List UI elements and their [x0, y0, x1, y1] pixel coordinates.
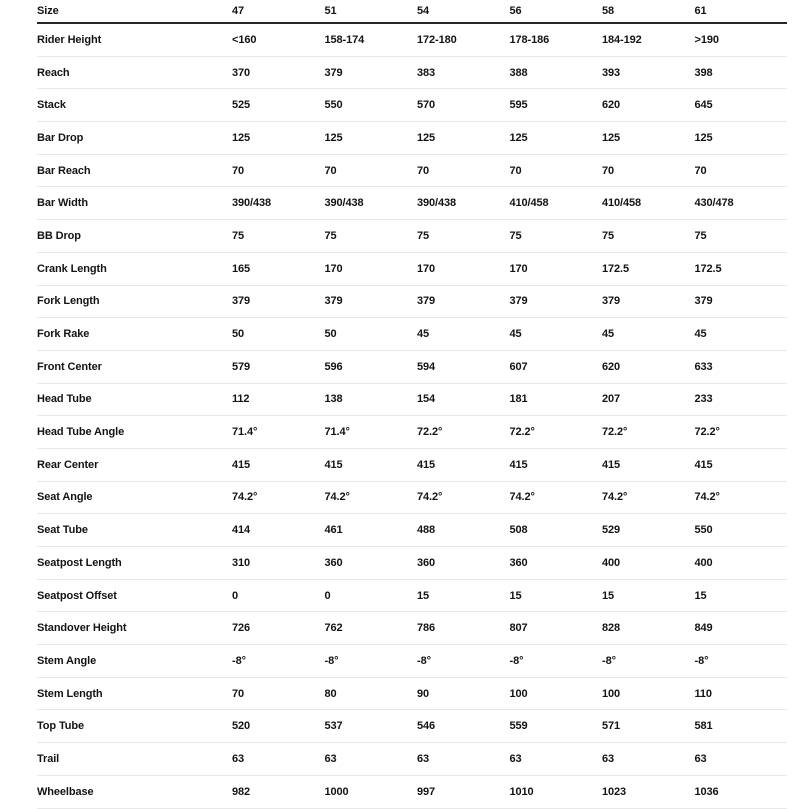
cell-value: 388 — [509, 66, 528, 79]
cell-value: 645 — [694, 99, 713, 112]
cell-value: 63 — [509, 752, 522, 765]
cell-value: -8° — [232, 654, 246, 667]
table-row — [37, 286, 787, 319]
cell-value: 360 — [509, 556, 528, 569]
row-label: Reach — [37, 66, 70, 79]
table-row — [37, 122, 787, 155]
row-label: Rider Height — [37, 33, 102, 46]
cell-value: 178-186 — [509, 33, 550, 46]
table-row — [37, 24, 787, 57]
cell-value: 74.2° — [509, 491, 535, 504]
cell-value: 125 — [509, 131, 528, 144]
table-row — [37, 220, 787, 253]
table-row — [37, 678, 787, 711]
cell-value: 410/458 — [509, 197, 549, 210]
cell-value: 63 — [324, 752, 337, 765]
cell-value: 70 — [417, 164, 430, 177]
cell-value: 75 — [602, 229, 615, 242]
cell-value: 414 — [232, 524, 251, 537]
table-row — [37, 155, 787, 188]
cell-value: 158-174 — [324, 33, 365, 46]
cell-value: -8° — [417, 654, 431, 667]
row-label: Stem Angle — [37, 654, 97, 667]
cell-value: 125 — [602, 131, 621, 144]
cell-value: 110 — [694, 687, 712, 700]
cell-value: 74.2° — [232, 491, 258, 504]
cell-value: 75 — [509, 229, 522, 242]
row-label: Stack — [37, 99, 66, 112]
cell-value: 72.2° — [417, 426, 443, 439]
cell-value: 379 — [417, 295, 436, 308]
cell-value: 74.2° — [602, 491, 628, 504]
row-label: Standover Height — [37, 622, 127, 635]
cell-value: 786 — [417, 622, 436, 635]
cell-value: 1023 — [602, 785, 627, 798]
cell-value: 90 — [417, 687, 430, 700]
column-header: 56 — [509, 5, 522, 17]
cell-value: 71.4° — [324, 426, 350, 439]
table-row — [37, 547, 787, 580]
row-label: Trail — [37, 752, 60, 765]
cell-value: 170 — [417, 262, 436, 275]
cell-value: 184-192 — [602, 33, 642, 46]
cell-value: 400 — [694, 556, 713, 569]
cell-value: 982 — [232, 785, 251, 798]
cell-value: 71.4° — [232, 426, 258, 439]
cell-value: 620 — [602, 99, 621, 112]
cell-value: 379 — [324, 295, 343, 308]
cell-value: 63 — [602, 752, 615, 765]
cell-value: 72.2° — [602, 426, 628, 439]
cell-value: 620 — [602, 360, 621, 373]
cell-value: 112 — [232, 393, 250, 406]
table-row — [37, 89, 787, 122]
cell-value: 45 — [602, 328, 615, 341]
cell-value: 607 — [509, 360, 528, 373]
cell-value: 571 — [602, 720, 621, 733]
row-label: Crank Length — [37, 262, 107, 275]
cell-value: 1036 — [694, 785, 719, 798]
cell-value: 125 — [232, 131, 251, 144]
cell-value: 488 — [417, 524, 436, 537]
cell-value: 390/438 — [324, 197, 364, 210]
cell-value: 726 — [232, 622, 251, 635]
cell-value: 594 — [417, 360, 436, 373]
cell-value: 559 — [509, 720, 528, 733]
column-header: 54 — [417, 5, 430, 17]
table-row — [37, 187, 787, 220]
cell-value: 45 — [417, 328, 430, 341]
cell-value: 581 — [694, 720, 713, 733]
cell-value: 379 — [232, 295, 251, 308]
row-label: Fork Rake — [37, 328, 90, 341]
cell-value: 172-180 — [417, 33, 457, 46]
cell-value: 390/438 — [232, 197, 272, 210]
cell-value: 72.2° — [694, 426, 720, 439]
cell-value: 520 — [232, 720, 251, 733]
row-label: Head Tube — [37, 393, 92, 406]
cell-value: 310 — [232, 556, 251, 569]
cell-value: 70 — [602, 164, 615, 177]
cell-value: 762 — [324, 622, 343, 635]
cell-value: 172.5 — [694, 262, 722, 275]
cell-value: 370 — [232, 66, 251, 79]
cell-value: 70 — [232, 164, 245, 177]
cell-value: 75 — [694, 229, 707, 242]
cell-value: 63 — [694, 752, 707, 765]
table-row — [37, 318, 787, 351]
row-label: Stem Length — [37, 687, 103, 700]
cell-value: 525 — [232, 99, 251, 112]
cell-value: 125 — [694, 131, 713, 144]
cell-value: 233 — [694, 393, 713, 406]
row-label: Seat Angle — [37, 491, 93, 504]
row-label: Bar Reach — [37, 164, 91, 177]
cell-value: 70 — [694, 164, 707, 177]
cell-value: 170 — [509, 262, 528, 275]
row-label: Fork Length — [37, 295, 100, 308]
cell-value: 75 — [417, 229, 430, 242]
cell-value: 415 — [509, 458, 528, 471]
cell-value: 379 — [509, 295, 528, 308]
cell-value: 80 — [324, 687, 337, 700]
cell-value: 50 — [232, 328, 245, 341]
cell-value: <160 — [232, 33, 257, 46]
row-label: Seatpost Offset — [37, 589, 117, 602]
cell-value: 415 — [602, 458, 621, 471]
cell-value: 181 — [509, 393, 528, 406]
table-row — [37, 645, 787, 678]
cell-value: 15 — [694, 589, 707, 602]
cell-value: 379 — [694, 295, 713, 308]
table-row — [37, 612, 787, 645]
cell-value: 415 — [324, 458, 343, 471]
cell-value: 379 — [602, 295, 621, 308]
cell-value: 508 — [509, 524, 528, 537]
cell-value: 997 — [417, 785, 436, 798]
cell-value: 45 — [694, 328, 707, 341]
cell-value: 100 — [602, 687, 621, 700]
cell-value: 50 — [324, 328, 337, 341]
column-header: 51 — [324, 5, 337, 17]
cell-value: 75 — [324, 229, 337, 242]
row-label: Top Tube — [37, 720, 85, 733]
cell-value: -8° — [509, 654, 524, 667]
cell-value: 170 — [324, 262, 343, 275]
cell-value: 154 — [417, 393, 436, 406]
size-column-header: Size — [37, 5, 59, 17]
cell-value: 633 — [694, 360, 713, 373]
cell-value: 579 — [232, 360, 251, 373]
column-header: 58 — [602, 5, 615, 17]
cell-value: 15 — [602, 589, 615, 602]
table-row — [37, 743, 787, 776]
table-row — [37, 253, 787, 286]
row-label: Rear Center — [37, 458, 99, 471]
column-header: 61 — [694, 5, 707, 17]
cell-value: 138 — [324, 393, 343, 406]
row-label: Wheelbase — [37, 785, 94, 798]
cell-value: 74.2° — [694, 491, 720, 504]
cell-value: 70 — [232, 687, 245, 700]
cell-value: 74.2° — [324, 491, 350, 504]
cell-value: 360 — [417, 556, 436, 569]
cell-value: 415 — [417, 458, 436, 471]
cell-value: 207 — [602, 393, 621, 406]
row-label: Seat Tube — [37, 524, 88, 537]
row-label: Bar Drop — [37, 131, 84, 144]
cell-value: 398 — [694, 66, 713, 79]
row-label: Bar Width — [37, 197, 88, 210]
row-label: BB Drop — [37, 229, 81, 242]
table-row — [37, 580, 787, 613]
cell-value: 1010 — [509, 785, 534, 798]
cell-value: 849 — [694, 622, 713, 635]
cell-value: 74.2° — [417, 491, 443, 504]
cell-value: 100 — [509, 687, 528, 700]
cell-value: 430/478 — [694, 197, 734, 210]
row-label: Seatpost Length — [37, 556, 122, 569]
row-label: Front Center — [37, 360, 102, 373]
cell-value: 0 — [232, 589, 239, 602]
table-row — [37, 57, 787, 90]
cell-value: 15 — [417, 589, 430, 602]
cell-value: 390/438 — [417, 197, 457, 210]
table-row — [37, 351, 787, 384]
cell-value: 1000 — [324, 785, 349, 798]
row-label: Head Tube Angle — [37, 426, 125, 439]
cell-value: 70 — [509, 164, 522, 177]
cell-value: 165 — [232, 262, 251, 275]
cell-value: 410/458 — [602, 197, 642, 210]
table-row — [37, 482, 787, 515]
cell-value: 529 — [602, 524, 621, 537]
cell-value: 595 — [509, 99, 528, 112]
cell-value: 63 — [232, 752, 245, 765]
cell-value: -8° — [694, 654, 709, 667]
cell-value: 550 — [324, 99, 343, 112]
cell-value: 45 — [509, 328, 522, 341]
cell-value: -8° — [602, 654, 616, 667]
cell-value: 15 — [509, 589, 522, 602]
cell-value: 807 — [509, 622, 528, 635]
cell-value: 400 — [602, 556, 621, 569]
cell-value: 63 — [417, 752, 430, 765]
cell-value: 70 — [324, 164, 337, 177]
cell-value: 379 — [324, 66, 343, 79]
table-row — [37, 776, 787, 809]
cell-value: 125 — [417, 131, 436, 144]
cell-value: 570 — [417, 99, 436, 112]
table-header-row — [37, 0, 787, 24]
cell-value: 550 — [694, 524, 713, 537]
cell-value: 0 — [324, 589, 331, 602]
cell-value: 415 — [232, 458, 251, 471]
cell-value: >190 — [694, 33, 719, 46]
cell-value: 596 — [324, 360, 343, 373]
cell-value: 461 — [324, 524, 343, 537]
cell-value: 75 — [232, 229, 245, 242]
column-header: 47 — [232, 5, 245, 17]
cell-value: 415 — [694, 458, 713, 471]
cell-value: 537 — [324, 720, 343, 733]
table-row — [37, 514, 787, 547]
table-row — [37, 384, 787, 417]
table-row — [37, 416, 787, 449]
cell-value: 546 — [417, 720, 436, 733]
cell-value: 72.2° — [509, 426, 535, 439]
cell-value: 393 — [602, 66, 621, 79]
table-row — [37, 710, 787, 743]
table-row — [37, 449, 787, 482]
cell-value: 383 — [417, 66, 436, 79]
cell-value: 125 — [324, 131, 343, 144]
cell-value: -8° — [324, 654, 339, 667]
geometry-table — [37, 0, 787, 809]
cell-value: 172.5 — [602, 262, 630, 275]
cell-value: 828 — [602, 622, 621, 635]
cell-value: 360 — [324, 556, 343, 569]
